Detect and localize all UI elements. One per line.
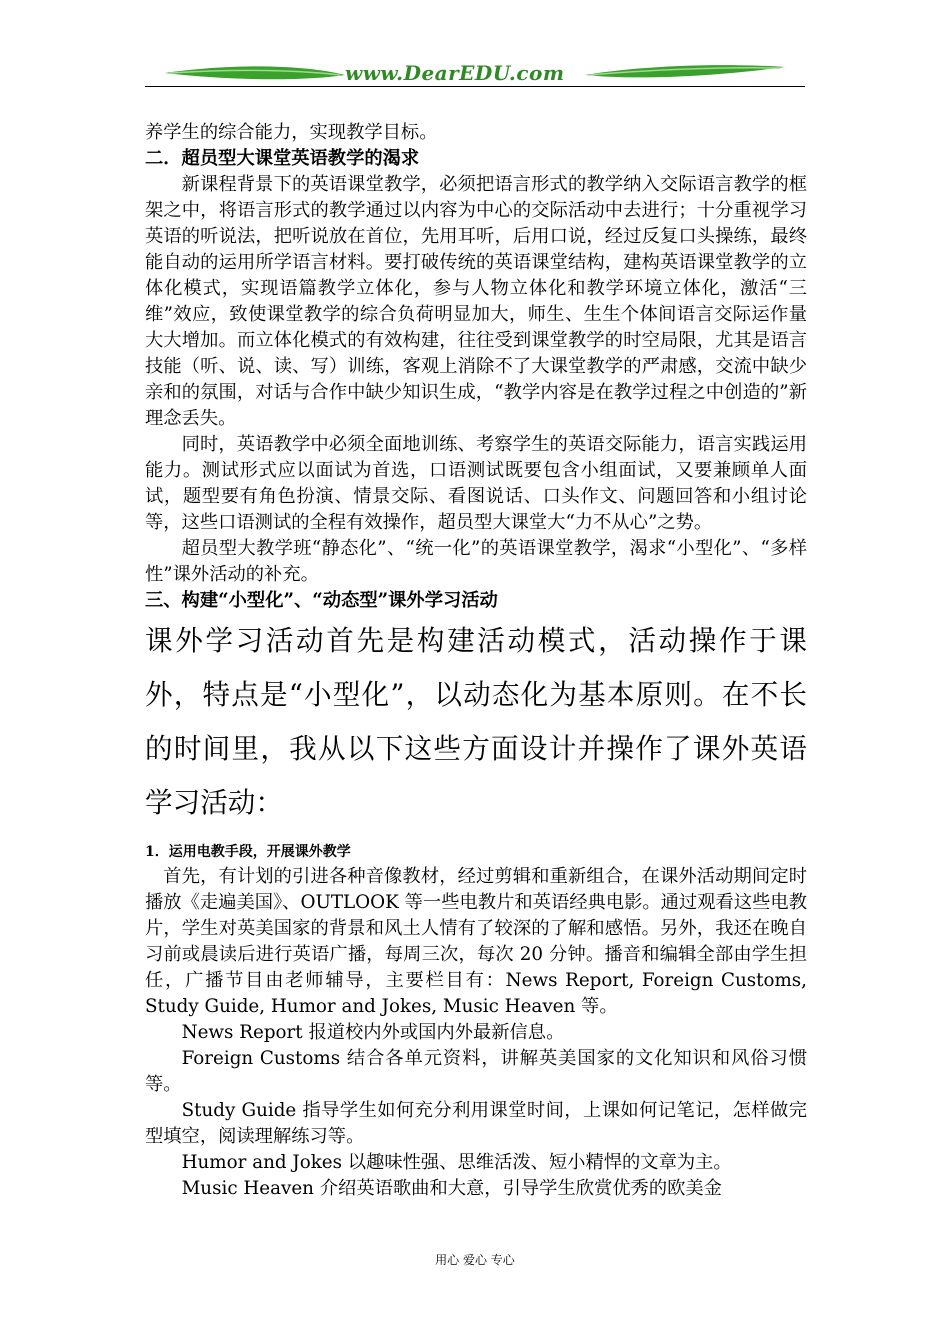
paragraph: Study Guide 指导学生如何充分利用课堂时间，上课如何记笔记，怎样做完型填空，阅读理解练习等。 (145, 1100, 807, 1147)
paragraph: 新课程背景下的英语课堂教学，必须把语言形式的教学纳入交际语言教学的框架之中，将语言形式的教学通过以内容为中心的交际活动中去进行；十分重视学习英语的听说法，把听说放在首位，先用耳听，后用口说，经过反复口头操练，最终能自动的运用所学语言材料。要打破传统的英语课堂结构，建构英语课堂教学的立体化模式，实现语篇教学立体化，参与人物立体化和教学环境立体化，激活“三维”效应，致使课堂教学的综合负荷明显加大，师生、生生个体间语言交际运作量大大增加。而立体化模式的有效构建，往往受到课堂教学的时空局限，尤其是语言技能（听、说、读、写）训练，客观上消除不了大课堂教学的严肃感，交流中缺少亲和的氛围，对话与合作中缺少知识生成，“教学内容是在教学过程之中创造的”新理念丢失。 (145, 174, 807, 429)
paragraph: 超员型大教学班“静态化”、“统一化”的英语课堂教学，渴求“小型化”、“多样性”课外活动的补充。 (145, 538, 807, 585)
paragraph: 同时，英语教学中必须全面地训练、考察学生的英语交际能力，语言实践运用能力。测试形式应以面试为首选，口语测试既要包含小组面试，又要兼顾单人面试，题型要有角色扮演、情景交际、看图说话、口头作文、问题回答和小组讨论等，这些口语测试的全程有效操作，超员型大课堂大“力不从心”之势。 (145, 434, 807, 533)
paragraph: 养学生的综合能力，实现教学目标。 (145, 122, 438, 143)
page-footer: 用心 爱心 专心 (435, 1253, 515, 1267)
document-body (145, 120, 807, 1202)
site-url: www.DearEDU.com (345, 61, 565, 85)
subsection-heading: 1．运用电教手段，开展课外教学 (145, 844, 351, 860)
section-heading: 二．超员型大课堂英语教学的渴求 (145, 148, 420, 169)
large-paragraph: 课外学习活动首先是构建活动模式，活动操作于课外，特点是“小型化”，以动态化为基本原则。在不长的时间里，我从以下这些方面设计并操作了课外英语学习活动： (145, 624, 807, 819)
paragraph: Music Heaven 介绍英语歌曲和大意，引导学生欣赏优秀的欧美金 (181, 1178, 722, 1199)
paragraph: News Report 报道校内外或国内外最新信息。 (181, 1022, 565, 1043)
paragraph: Foreign Customs 结合各单元资料，讲解英美国家的文化知识和风俗习惯等。 (145, 1048, 807, 1095)
paragraph: 首先，有计划的引进各种音像教材，经过剪辑和重新组合，在课外活动期间定时播放《走遍美国》、OUTLOOK 等一些电教片和英语经典电影。通过观看这些电教片，学生对英美国家的背景和风土人情有了较深的了解和感悟。另外，我还在晚自习前或晨读后进行英语广播，每周三次，每次 20 分钟。播音和编辑全部由学生担任，广播节目由老师辅导，主要栏目有：News Report, Foreign Customs, Study Guide, Humor and Jokes, Music Heaven 等。 (145, 866, 807, 1017)
header-divider (145, 86, 805, 87)
section-heading: 三、构建“小型化”、“动态型”课外学习活动 (145, 590, 498, 611)
paragraph: Humor and Jokes 以趣味性强、思维活泼、短小精悍的文章为主。 (181, 1152, 732, 1173)
